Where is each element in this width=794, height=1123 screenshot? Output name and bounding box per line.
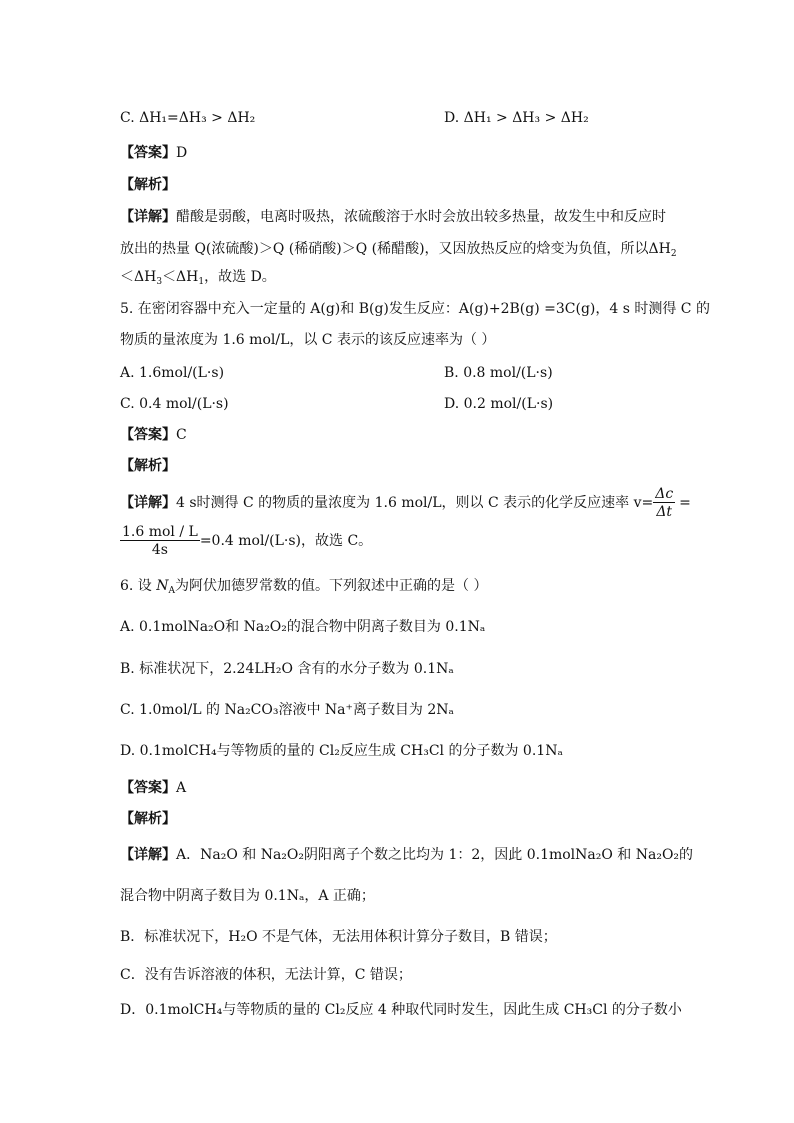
fraction-denominator: 4s bbox=[151, 541, 168, 558]
q6-detail-b: B．标准状况下，H₂O 不是气体，无法用体积计算分子数目，B 错误； bbox=[120, 929, 557, 945]
detail-label: 【详解】 bbox=[120, 495, 176, 511]
q6-option-c: C. 1.0mol/L 的 Na₂CO₃溶液中 Na⁺离子数目为 2Nₐ bbox=[120, 702, 454, 718]
q5-answer-line bbox=[120, 425, 187, 445]
q5-detail-line-1 bbox=[120, 484, 691, 522]
q5-option-c: C. 0.4 mol/(L·s) bbox=[120, 396, 229, 412]
q6-detail-a-line-1 bbox=[120, 845, 693, 865]
q4-detail-3-sub1: 3 bbox=[156, 277, 163, 287]
q5-detail-text-1: 4 s时测得 C 的物质的量浓度为 1.6 mol/L，则以 C 表示的化学反应速率 v= bbox=[176, 495, 654, 511]
q4-detail-3a: ＜ΔH bbox=[120, 269, 157, 285]
q5-detail-text-2: =0.4 mol/(L·s)，故选 C。 bbox=[199, 533, 373, 549]
concentration-fraction bbox=[120, 524, 200, 559]
q6-analysis-heading: 【解析】 bbox=[120, 811, 176, 827]
q6-answer: A bbox=[176, 780, 187, 796]
q5-answer: C bbox=[176, 427, 187, 443]
q5-analysis-heading: 【解析】 bbox=[120, 458, 176, 474]
answer-label: 【答案】 bbox=[120, 780, 176, 796]
q6-stem-prefix: 6. 设 bbox=[120, 578, 157, 594]
q4-option-c: C. ΔH₁=ΔH₃ > ΔH₂ bbox=[120, 110, 256, 126]
q5-stem-line-2: 物质的量浓度为 1.6 mol/L，以 C 表示的该反应速率为（ ） bbox=[120, 332, 496, 348]
q6-stem bbox=[120, 576, 487, 596]
q5-detail-line-2 bbox=[120, 522, 372, 560]
q4-detail-sub: 2 bbox=[670, 249, 677, 259]
q4-detail-3b: ＜ΔH bbox=[162, 269, 199, 285]
q6-detail-a-line-2: 混合物中阴离子数目为 0.1Nₐ，A 正确； bbox=[120, 888, 375, 904]
q5-option-b: B. 0.8 mol/(L·s) bbox=[444, 365, 553, 381]
fraction-numerator: Δc bbox=[655, 485, 674, 502]
q4-option-d: D. ΔH₁ > ΔH₃ > ΔH₂ bbox=[444, 110, 589, 126]
equals-sign: = bbox=[679, 495, 691, 511]
q6-stem-na-sub: A bbox=[168, 586, 176, 596]
q5-option-a: A. 1.6mol/(L·s) bbox=[120, 365, 225, 381]
q6-detail-c: C．没有告诉溶液的体积，无法计算，C 错误； bbox=[120, 967, 412, 983]
detail-label: 【详解】 bbox=[120, 847, 176, 863]
q6-option-d: D. 0.1molCH₄与等物质的量的 Cl₂反应生成 CH₃Cl 的分子数为 0.1Nₐ bbox=[120, 743, 563, 759]
q4-detail-3-sub2: 1 bbox=[198, 277, 205, 287]
q6-answer-line bbox=[120, 778, 186, 798]
q4-detail-line-2 bbox=[120, 239, 677, 259]
fraction-numerator: 1.6 mol / L bbox=[122, 523, 198, 540]
q4-detail-text-2: 放出的热量 Q(浓硫酸)＞Q (稀硝酸)＞Q (稀醋酸)，又因放热反应的焓变为负值，所以ΔH bbox=[120, 241, 671, 257]
q4-detail-3c: ，故选 D。 bbox=[204, 269, 276, 285]
q5-stem-line-1: 5. 在密闭容器中充入一定量的 A(g)和 B(g)发生反应：A(g)+2B(g) =3C(g)，4 s 时测得 C 的 bbox=[120, 301, 710, 317]
q6-option-b: B. 标准状况下，2.24LH₂O 含有的水分子数为 0.1Nₐ bbox=[120, 661, 454, 677]
q4-detail-line-1 bbox=[120, 207, 666, 227]
fraction-denominator: Δt bbox=[656, 503, 673, 520]
q6-detail-a1: A．Na₂O 和 Na₂O₂阴阳离子个数之比均为 1：2，因此 0.1molNa₂O 和 Na₂O₂的 bbox=[176, 847, 694, 863]
rate-fraction bbox=[653, 486, 675, 521]
answer-label: 【答案】 bbox=[120, 427, 176, 443]
q6-option-a: A. 0.1molNa₂O和 Na₂O₂的混合物中阴离子数目为 0.1Nₐ bbox=[120, 619, 486, 635]
q5-option-d: D. 0.2 mol/(L·s) bbox=[444, 396, 554, 412]
q4-detail-text-1: 醋酸是弱酸，电离时吸热，浓硫酸溶于水时会放出较多热量，故发生中和反应时 bbox=[176, 209, 666, 225]
q6-stem-na: N bbox=[156, 578, 169, 594]
q6-detail-d: D．0.1molCH₄与等物质的量的 Cl₂反应 4 种取代同时发生，因此生成 CH₃Cl 的分子数小 bbox=[120, 1002, 682, 1018]
q6-stem-suffix: 为阿伏加德罗常数的值。下列叙述中正确的是（ ） bbox=[175, 578, 488, 594]
q4-answer: D bbox=[176, 145, 188, 161]
q4-detail-line-3 bbox=[120, 267, 276, 287]
q4-answer-line bbox=[120, 143, 187, 163]
q4-analysis-heading: 【解析】 bbox=[120, 177, 176, 193]
detail-label: 【详解】 bbox=[120, 209, 176, 225]
answer-label: 【答案】 bbox=[120, 145, 176, 161]
